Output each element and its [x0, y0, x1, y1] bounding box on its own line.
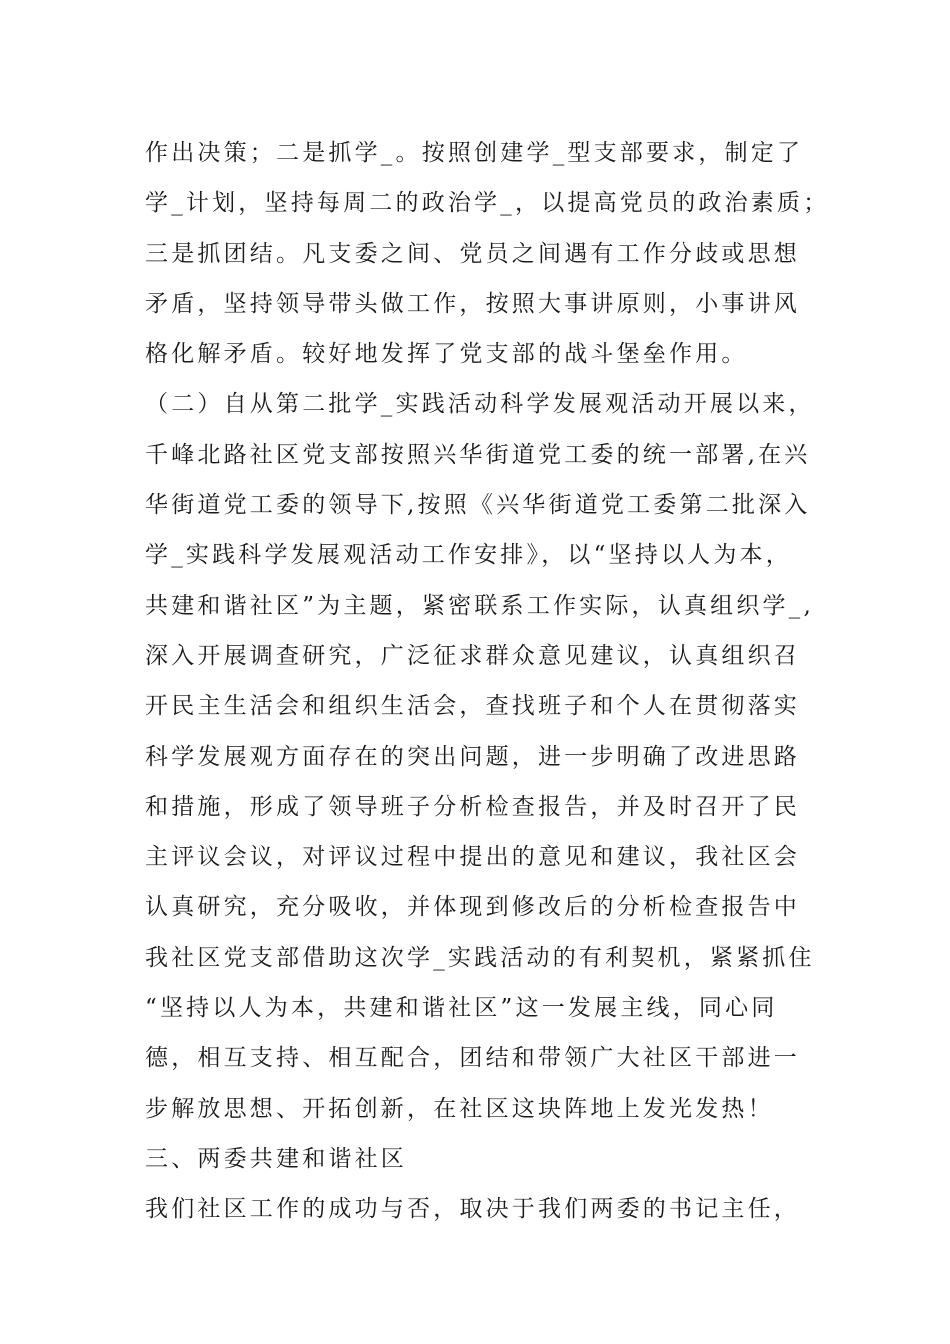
text-line: 矛盾，坚持领导带头做工作，按照大事讲原则，小事讲风 — [145, 290, 800, 317]
text-line: “坚持以人为本，共建和谐社区”这一发展主线，同心同 — [145, 995, 778, 1022]
text-line: 开民主生活会和组织生活会，查找班子和个人在贯彻落实 — [145, 693, 800, 720]
text-line: 科学发展观方面存在的突出问题，进一步明确了改进思路 — [145, 743, 800, 770]
body-text — [145, 128, 830, 1235]
text-line: 和措施，形成了领导班子分析检查报告，并及时召开了民 — [145, 793, 800, 820]
text-line: 三是抓团结。凡支委之间、党员之间遇有工作分歧或思想 — [145, 240, 800, 267]
section-heading-line: （二）自从第二批学_实践活动科学发展观活动开展以来， — [145, 391, 815, 418]
text-line: 共建和谐社区”为主题，紧密联系工作实际，认真组织学_, — [145, 592, 814, 619]
text-line: 深入开展调查研究，广泛征求群众意见建议，认真组织召 — [145, 642, 800, 669]
text-line: 华街道党工委的领导下,按照《兴华街道党工委第二批深入 — [145, 492, 811, 519]
text-line: 学_计划，坚持每周二的政治学_，以提高党员的政治素质； — [145, 190, 830, 217]
text-line: 格化解矛盾。较好地发挥了党支部的战斗堡垒作用。 — [145, 341, 748, 368]
text-line: 千峰北路社区党支部按照兴华街道党工委的统一部署,在兴 — [145, 441, 811, 468]
text-line: 我们社区工作的成功与否，取决于我们两委的书记主任， — [145, 1196, 800, 1223]
text-line: 主评议会议，对评议过程中提出的意见和建议，我社区会 — [145, 844, 800, 871]
section-heading: 三、两委共建和谐社区 — [145, 1145, 407, 1172]
text-line: 步解放思想、开拓创新，在社区这块阵地上发光发热！ — [145, 1095, 774, 1122]
text-line: 学_实践科学发展观活动工作安排》，以“坚持以人为本， — [145, 542, 792, 569]
text-line: 作出决策；二是抓学_。按照创建学_型支部要求，制定了 — [145, 140, 804, 166]
text-line: 德，相互支持、相互配合，团结和带领广大社区干部进一 — [145, 1045, 800, 1072]
text-line: 我社区党支部借助这次学_实践活动的有利契机，紧紧抓住 — [145, 944, 815, 971]
text-line: 认真研究，充分吸收，并体现到修改后的分析检查报告中 — [145, 894, 800, 921]
